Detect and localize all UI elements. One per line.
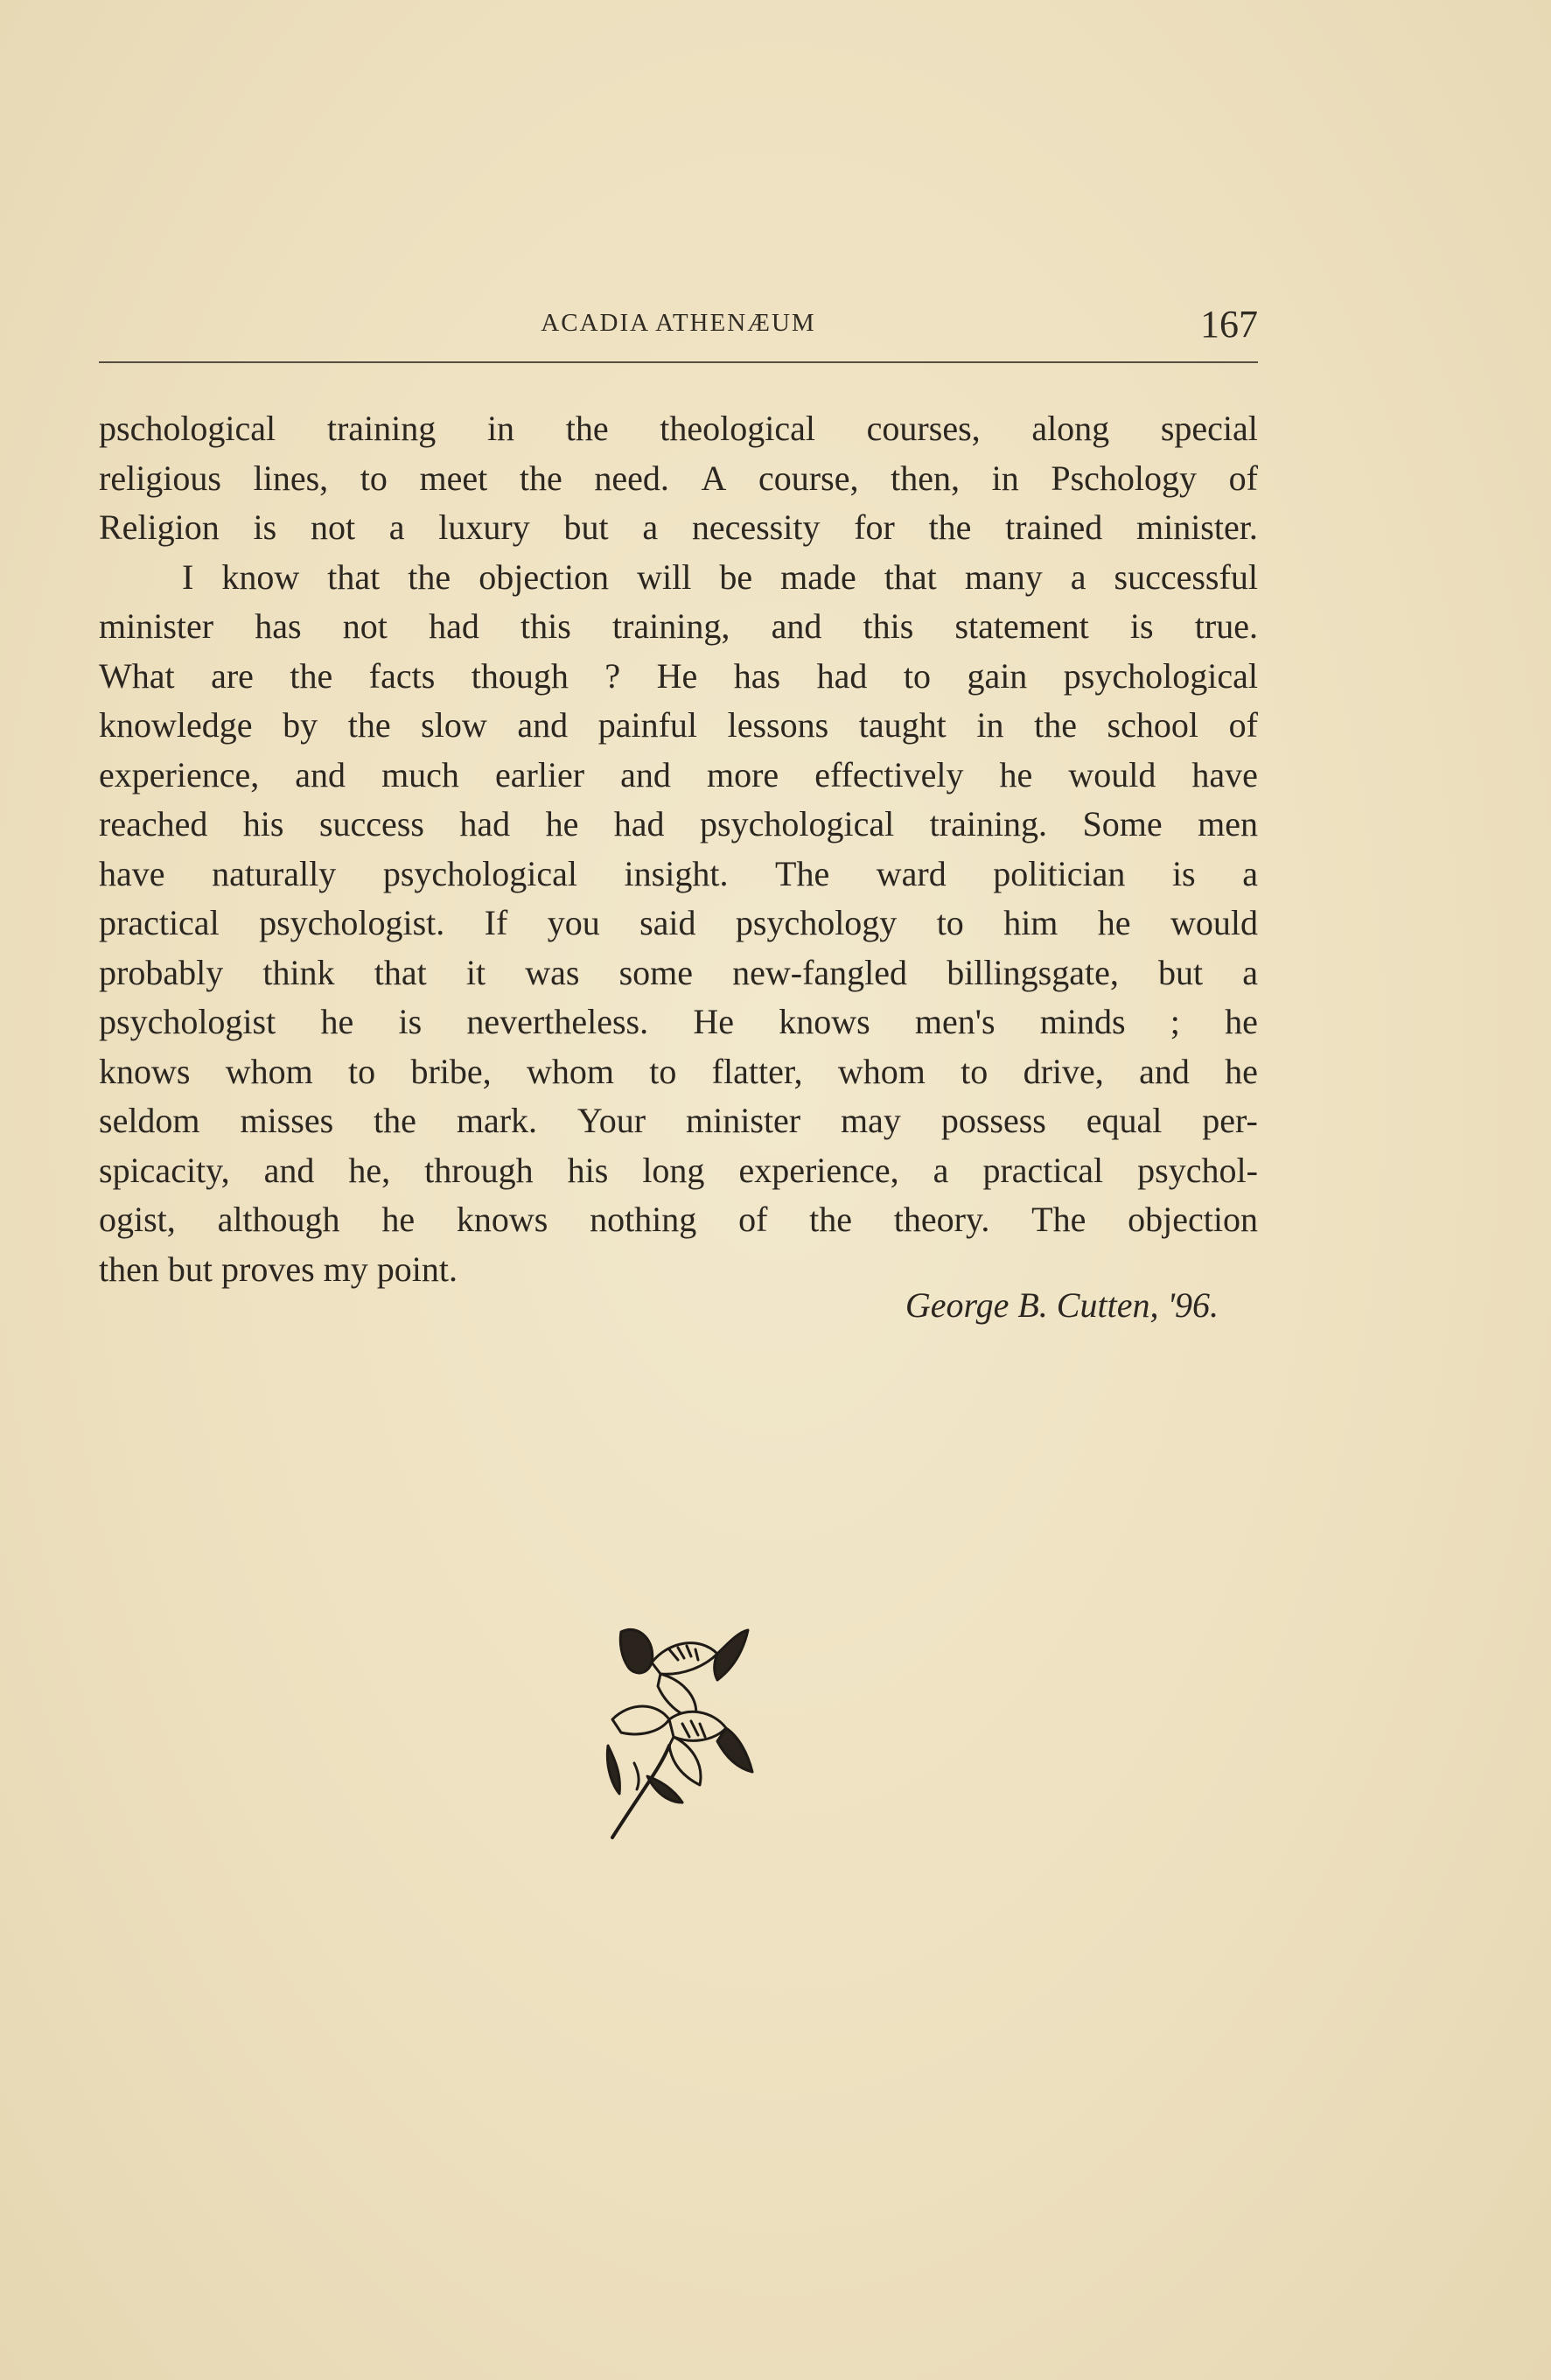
word: and (620, 754, 671, 794)
word: painful (597, 705, 698, 745)
word: a (1070, 556, 1086, 597)
word: spicacity, (99, 1150, 230, 1190)
word: psychological (1063, 655, 1258, 696)
word: through (424, 1150, 534, 1190)
word: statement (954, 606, 1089, 646)
word: psychological (382, 853, 577, 893)
word: of (738, 1200, 768, 1239)
word: meet (419, 458, 488, 498)
word: the (565, 409, 609, 448)
word: would (1068, 754, 1156, 794)
word: practical (99, 903, 220, 942)
word: to (348, 1051, 376, 1091)
word: bribe, (410, 1051, 492, 1091)
word: for (854, 508, 895, 547)
word: of (1228, 458, 1258, 498)
word: The (775, 853, 830, 893)
word: special (1160, 409, 1258, 448)
word: this (863, 606, 914, 646)
word: necessity (691, 508, 821, 547)
word: to (649, 1051, 677, 1091)
word: minds (1039, 1002, 1126, 1041)
word: minister. (1135, 508, 1258, 547)
word: he (320, 1002, 354, 1041)
word: training. (929, 804, 1048, 844)
word: the (374, 1101, 416, 1140)
word: ogist, (99, 1200, 176, 1239)
text-line (99, 998, 1258, 1047)
text-line (99, 1096, 1258, 1146)
text-line (99, 1195, 1258, 1245)
word: knows (456, 1200, 548, 1239)
word: mark. (456, 1101, 538, 1140)
word: minister (99, 606, 214, 646)
word: point. (376, 1249, 458, 1289)
word: then, (891, 458, 960, 498)
word: of (1228, 705, 1258, 745)
word: knowledge (99, 705, 253, 745)
word: slow (421, 705, 487, 745)
word: the (1034, 705, 1077, 745)
text-line (99, 503, 1258, 553)
word: politician (993, 853, 1126, 893)
word: courses, (866, 409, 981, 448)
text-line (99, 948, 1258, 998)
word: had (459, 804, 511, 844)
word: and (295, 754, 346, 794)
word: has (255, 606, 302, 646)
word: lines, (253, 458, 329, 498)
word: more (706, 754, 779, 794)
word: effectively (814, 754, 964, 794)
word: you (547, 903, 600, 942)
word: to (961, 1051, 989, 1091)
word: whom (225, 1051, 313, 1091)
word: minister (686, 1101, 801, 1140)
word: may (841, 1101, 901, 1140)
word: he (999, 754, 1033, 794)
word: facts (368, 655, 436, 696)
word: Religion (99, 508, 220, 547)
word: lessons (727, 705, 829, 745)
text-line (99, 899, 1258, 948)
word: objection (479, 556, 610, 597)
word: theological (660, 409, 815, 448)
word: the (809, 1200, 853, 1239)
word: gain (967, 655, 1028, 696)
word: and (1139, 1051, 1190, 1091)
word: training, (611, 606, 730, 646)
word: trained (1005, 508, 1103, 547)
word: him (1003, 903, 1058, 942)
text-line (99, 602, 1258, 652)
text-line (99, 751, 1258, 801)
word: but (563, 508, 609, 547)
word: probably (99, 952, 224, 992)
word: to (903, 655, 931, 696)
word: a (642, 508, 659, 547)
word: not (310, 508, 356, 547)
word: will (637, 556, 692, 597)
word: have (99, 853, 165, 893)
word: is (1129, 606, 1154, 646)
word: a (1242, 952, 1258, 992)
word: long (642, 1150, 705, 1190)
word: knows (99, 1051, 191, 1091)
word: course, (758, 458, 859, 498)
word: reached (99, 804, 208, 844)
word: it (465, 952, 486, 992)
word: school (1107, 705, 1198, 745)
word: The (1031, 1200, 1086, 1239)
word: in (991, 458, 1019, 498)
word: this (520, 606, 571, 646)
word: I (182, 556, 194, 597)
word: though (471, 655, 569, 696)
word: in (486, 409, 515, 448)
word: some (618, 952, 693, 992)
word: true. (1194, 606, 1258, 646)
word: seldom (99, 1101, 200, 1140)
word: much (381, 754, 459, 794)
word: then (99, 1249, 159, 1289)
word: although (217, 1200, 340, 1239)
word: psychological (700, 804, 895, 844)
word: What (99, 655, 175, 696)
text-line (99, 701, 1258, 751)
word: he (545, 804, 579, 844)
word: is (398, 1002, 423, 1041)
word: along (1031, 409, 1110, 448)
word: ward (876, 853, 947, 893)
word: successful (1114, 556, 1258, 597)
word: He (656, 655, 698, 696)
word: think (262, 952, 335, 992)
word: he (381, 1200, 416, 1239)
word: said (639, 903, 696, 942)
word: to (936, 903, 964, 942)
word: had (429, 606, 479, 646)
word: know (221, 556, 300, 597)
word: experience, (99, 754, 260, 794)
word: success (318, 804, 424, 844)
word: the (408, 556, 451, 597)
word: whom (526, 1051, 614, 1091)
word: that (884, 556, 937, 597)
word: is (253, 508, 277, 547)
word: be (719, 556, 753, 597)
word: have (1191, 754, 1258, 794)
text-line (99, 1146, 1258, 1196)
word: misses (240, 1101, 334, 1140)
word: insight. (624, 853, 729, 893)
word: a (388, 508, 405, 547)
word: men's (914, 1002, 996, 1041)
page-number: 167 (1200, 303, 1258, 346)
word: Some (1082, 804, 1163, 844)
text-line (99, 1047, 1258, 1097)
word: in (976, 705, 1004, 745)
text-line (99, 850, 1258, 900)
page-header (99, 302, 1258, 346)
word: A (701, 458, 727, 498)
word: psychologist (99, 1002, 276, 1041)
word: has (733, 655, 781, 696)
word: he (1097, 903, 1131, 942)
word: objection (1128, 1200, 1258, 1239)
word: a (1242, 853, 1258, 893)
text-line (99, 652, 1258, 702)
word: he, (348, 1150, 391, 1190)
word: billingsgate, (947, 952, 1119, 992)
word: made (780, 556, 856, 597)
word: theory. (893, 1200, 990, 1239)
word: experience, (738, 1150, 899, 1190)
word: but (1157, 952, 1204, 992)
word: religious (99, 458, 221, 498)
word: a (933, 1150, 949, 1190)
word: drive, (1023, 1051, 1104, 1091)
word: possess (940, 1101, 1046, 1140)
word: was (525, 952, 580, 992)
word: the (519, 458, 562, 498)
word: he (1225, 1002, 1258, 1041)
word: his (242, 804, 284, 844)
word: my (323, 1249, 368, 1289)
author-signature: George B. Cutten, '96. (905, 1285, 1219, 1325)
word: many (964, 556, 1043, 597)
word: to (360, 458, 388, 498)
word: per- (1202, 1101, 1258, 1140)
word: equal (1086, 1101, 1163, 1140)
word: the (290, 655, 333, 696)
body-text (99, 404, 1258, 1294)
word: training (326, 409, 437, 448)
word: ? (604, 655, 621, 696)
word: ; (1170, 1002, 1180, 1041)
word: flatter, (711, 1051, 803, 1091)
text-line (99, 404, 1258, 454)
word: whom (837, 1051, 926, 1091)
word: he (1225, 1051, 1258, 1091)
word: practical (982, 1150, 1104, 1190)
running-title: ACADIA ATHENÆUM (541, 309, 816, 337)
word: nothing (590, 1200, 697, 1239)
word: men (1198, 804, 1258, 844)
word: If (484, 903, 508, 942)
word: are (211, 655, 254, 696)
header-rule (99, 361, 1258, 363)
text-line (99, 553, 1258, 603)
word: and (771, 606, 822, 646)
word: the (347, 705, 391, 745)
word: had (816, 655, 868, 696)
word: the (928, 508, 972, 547)
word: luxury (438, 508, 530, 547)
word: naturally (212, 853, 337, 893)
text-line (99, 454, 1258, 504)
lily-flower-ornament-icon (586, 1614, 761, 1842)
word: psychol- (1137, 1150, 1258, 1190)
word: knows (779, 1002, 870, 1041)
word: psychology (735, 903, 898, 942)
word: taught (858, 705, 947, 745)
word: earlier (494, 754, 585, 794)
word: psychologist. (259, 903, 445, 942)
word: Your (576, 1101, 646, 1140)
word: that (374, 952, 427, 992)
word: is (1171, 853, 1196, 893)
word: but (167, 1249, 213, 1289)
word: nevertheless. (466, 1002, 649, 1041)
word: proves (221, 1249, 315, 1289)
word: would (1170, 903, 1258, 942)
text-line (99, 800, 1258, 850)
word: Pschology (1051, 458, 1198, 498)
word: pschological (99, 409, 276, 448)
word: new-fangled (732, 952, 908, 992)
word: not (342, 606, 388, 646)
word: He (693, 1002, 734, 1041)
word: by (283, 705, 318, 745)
word: and (263, 1150, 315, 1190)
word: his (567, 1150, 609, 1190)
word: need. (594, 458, 669, 498)
word: had (613, 804, 665, 844)
word: that (327, 556, 381, 597)
word: and (517, 705, 569, 745)
